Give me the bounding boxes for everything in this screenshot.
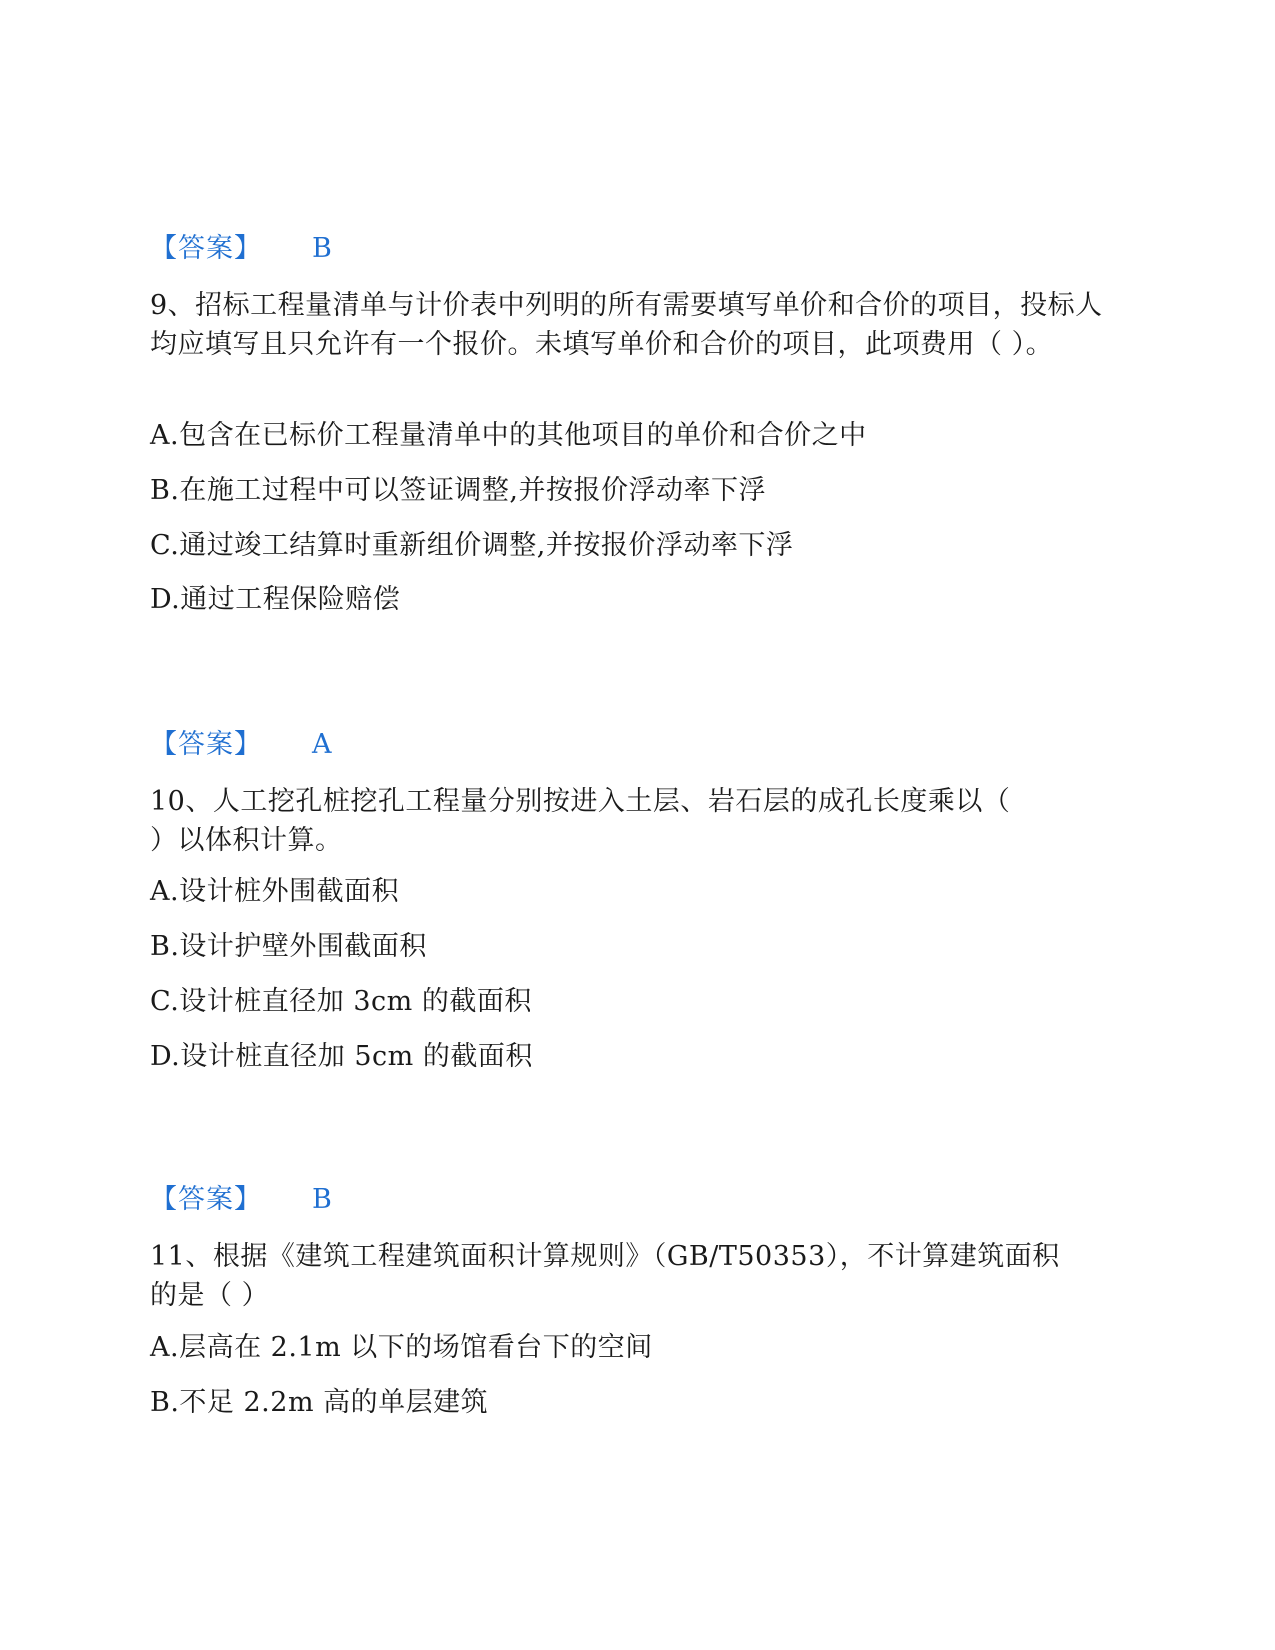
answer-label: 【答案】	[150, 1184, 262, 1215]
answer-label: 【答案】	[150, 233, 262, 264]
question-text: 11、根据《建筑工程建筑面积计算规则》（GB/T50353），不计算建筑面积的是（ ）	[150, 1241, 1060, 1311]
answer-value: A	[312, 729, 332, 760]
answer-line	[150, 1182, 332, 1218]
option-b: B.设计护壁外围截面积	[150, 931, 427, 962]
answer-label: 【答案】	[150, 729, 262, 760]
answer-value: B	[312, 233, 332, 264]
question-text: 10、人工挖孔桩挖孔工程量分别按进入土层、岩石层的成孔长度乘以（ ）以体积计算。	[150, 786, 1011, 856]
option-d: D.通过工程保险赔偿	[150, 584, 401, 615]
option-a: A.设计桩外围截面积	[150, 876, 400, 907]
question-text: 9、招标工程量清单与计价表中列明的所有需要填写单价和合价的项目，投标人均应填写且只允许有一个报价。未填写单价和合价的项目，此项费用（ ）。	[150, 290, 1103, 360]
option-c: C.设计桩直径加 3cm 的截面积	[150, 986, 532, 1017]
option-a: A.层高在 2.1m 以下的场馆看台下的空间	[150, 1332, 653, 1363]
answer-value: B	[312, 1184, 332, 1215]
option-c: C.通过竣工结算时重新组价调整,并按报价浮动率下浮	[150, 530, 794, 561]
answer-line	[150, 727, 332, 763]
option-d: D.设计桩直径加 5cm 的截面积	[150, 1041, 533, 1072]
option-b: B.不足 2.2m 高的单层建筑	[150, 1387, 489, 1418]
option-a: A.包含在已标价工程量清单中的其他项目的单价和合价之中	[150, 420, 867, 451]
option-b: B.在施工过程中可以签证调整,并按报价浮动率下浮	[150, 475, 767, 506]
answer-line	[150, 231, 332, 267]
